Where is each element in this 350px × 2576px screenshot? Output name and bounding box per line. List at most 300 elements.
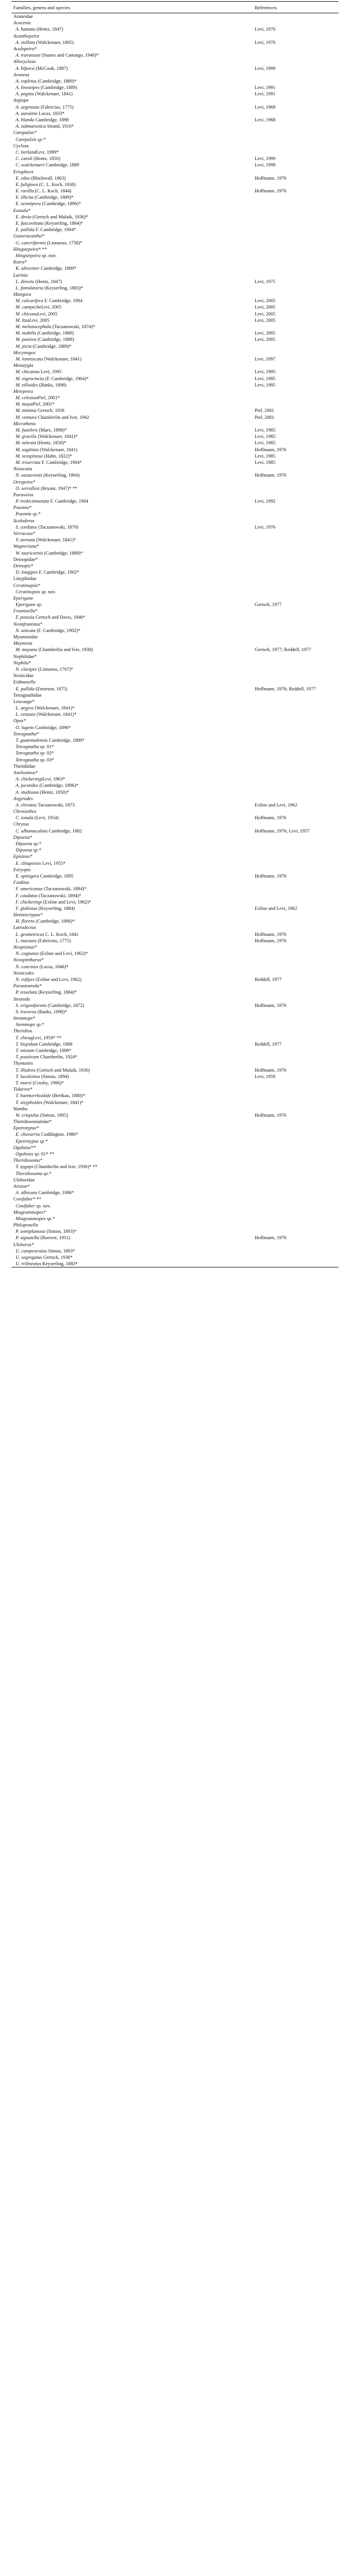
binomial: A. travassosi (16, 53, 40, 58)
species-row (12, 220, 338, 226)
reference-cell (253, 518, 338, 524)
reference-cell: Hoffmann, 1976; Levi, 1957 (255, 828, 310, 834)
reference-cell (253, 395, 338, 401)
species-row (12, 252, 338, 259)
species-row (12, 343, 338, 350)
binomial: A. albicans (16, 1190, 38, 1196)
species-row (12, 1112, 338, 1118)
reference-cell: Levi, 2005 (255, 330, 275, 336)
family-name: Mysmenidae (13, 634, 38, 640)
binomial: T. haemorrhoidale (16, 1093, 51, 1099)
reference-cell: Levi, 1976 (255, 524, 275, 530)
family-name: Theridiosomatidae* (13, 1119, 52, 1125)
genus-name: Wagneriana* (13, 544, 39, 549)
species-name (12, 511, 253, 517)
species-row (12, 873, 338, 879)
binomial: A. chickeringiLevi, (16, 776, 52, 782)
genus-row (12, 595, 338, 601)
genus-name: Eustala* (13, 207, 31, 213)
species-name: M. calcarifera F. Cambridge, 1904 (16, 298, 83, 304)
reference-cell: Levi, 1975 (255, 278, 275, 284)
reference-cell (253, 1254, 338, 1261)
reference-cell (253, 466, 338, 472)
reference-cell: Levi, 1985 (255, 453, 275, 459)
reference-cell (253, 1144, 338, 1151)
species-name: T. sisyphoides (Walckenaer, 1841)* (16, 1099, 84, 1105)
binomial: E. ravilla (16, 188, 34, 194)
binomial: M. chicanna (16, 369, 40, 375)
species-name: A. argentata (Fabricius, 1775) (16, 104, 74, 110)
binomial: M. passiva (16, 337, 36, 343)
reference-cell: Hoffmann, 1976 (255, 1235, 286, 1241)
species-row (12, 1009, 338, 1015)
reference-cell (253, 627, 338, 634)
species-row (12, 278, 338, 285)
species-row (12, 614, 338, 620)
reference-cell (253, 556, 338, 563)
genus-row (12, 291, 338, 298)
genus-row (12, 563, 338, 569)
binomial: M. gracilis (16, 434, 37, 440)
binomial: M. chiconaLevi, (16, 311, 47, 317)
family-row (12, 692, 338, 698)
reference-cell (253, 660, 338, 666)
species-row (12, 84, 338, 91)
binomial: E. devia (16, 214, 32, 220)
reference-cell (253, 1164, 338, 1170)
reference-cell (253, 401, 338, 407)
binomial: M. sexspinosa (16, 453, 43, 459)
species-row (12, 886, 338, 892)
genus-name: Frontinella* (13, 608, 38, 614)
reference-cell (253, 1190, 338, 1196)
species-name: E. ravilla (C. L. Koch, 1844) (16, 188, 72, 194)
species-row (12, 414, 338, 421)
reference-cell (253, 1015, 338, 1021)
reference-cell (253, 860, 338, 867)
binomial: N. unicata (16, 627, 36, 633)
reference-cell (253, 737, 338, 744)
reference-cell (253, 78, 338, 84)
binomial: M. calcarifera (16, 298, 43, 304)
binomial: A. jucundus (16, 783, 39, 789)
genus-row (12, 770, 338, 776)
binomial: T. luculentus (16, 1073, 40, 1079)
species-name: A. pegnia (Walckenaer, 1841) (16, 91, 73, 97)
binomial: Epeirotypus sp.* (16, 1138, 48, 1144)
species-name: M. minima Gertsch, 1936 (16, 408, 65, 414)
species-name: L. venusta (Walckenaer, 1841)* (16, 712, 77, 718)
species-name (12, 841, 253, 847)
header-references: References (255, 4, 277, 10)
binomial: M. campecheLevi, (16, 304, 51, 310)
reference-cell (253, 504, 338, 511)
species-row (12, 724, 338, 731)
genus-name: Kaira* (13, 259, 27, 265)
reference-cell (253, 692, 338, 698)
reference-cell (253, 143, 338, 149)
binomial: M. mitrata (16, 440, 36, 446)
species-row (12, 627, 338, 634)
reference-cell (253, 214, 338, 220)
species-row (12, 950, 338, 957)
binomial: E. pallida (16, 686, 35, 692)
genus-row (12, 350, 338, 356)
reference-cell (253, 123, 338, 129)
reference-cell: Levi, 1997 (255, 356, 275, 362)
species-name (12, 847, 253, 853)
family-name: Uloboridae (13, 1177, 35, 1183)
reference-cell (253, 879, 338, 886)
species-name (12, 1170, 253, 1177)
species-row (12, 1228, 338, 1235)
species-name: M. passiva (Cambridge, 1889) (16, 337, 75, 343)
reference-cell: Levi, 1959 (255, 1073, 275, 1079)
binomial: E. chavarria (16, 1132, 40, 1138)
genus-name: Allocyclosa (13, 59, 36, 65)
reference-cell (253, 1021, 338, 1028)
species-row (12, 899, 338, 905)
species-name: E. illicita (Cambridge, 1889)* (16, 195, 74, 200)
reference-cell (253, 272, 338, 278)
reference-cell (253, 640, 338, 646)
genus-row (12, 33, 338, 39)
species-name: A. expletus (Cambridge, 1889)* (16, 78, 77, 84)
genus-name: Argiope (13, 98, 29, 103)
species-name: P. tredecimnotata F. Cambridge, 1904 (16, 499, 88, 504)
reference-cell (253, 634, 338, 640)
binomial: T. zygops (16, 1164, 33, 1170)
genus-name: Mangora (13, 292, 31, 298)
species-name: Tetragnatha sp. 03* (16, 757, 54, 763)
binomial: O. lugens (16, 724, 34, 730)
reference-cell (253, 129, 338, 136)
species-name: L. geometricus C. L. Koch, 1841 (16, 931, 79, 937)
genus-row (12, 879, 338, 886)
binomial: M. lemniscata (16, 356, 43, 362)
binomial: M. mayana (16, 647, 38, 653)
genus-name: Philoponella (13, 1222, 38, 1228)
reference-cell (253, 1196, 338, 1202)
species-row (12, 828, 338, 834)
reference-cell (253, 1131, 338, 1138)
species-name: U. segregatus Gertsch, 1936* (16, 1255, 73, 1260)
genus-row (12, 504, 338, 511)
reference-cell (253, 207, 338, 214)
species-row (12, 666, 338, 672)
species-row (12, 175, 338, 181)
species-name: Hingstepeira sp. nov. (16, 252, 57, 258)
genus-row (12, 1060, 338, 1066)
genus-name: Latrodectus (13, 925, 36, 931)
reference-cell (253, 20, 338, 26)
species-name: M. picta (Cambridge, 1889)* (16, 343, 72, 349)
genus-name: Hentziectypus* (13, 912, 43, 918)
reference-cell: Piel, 2001 (255, 408, 274, 414)
species-name: C. walckenaeri Cambridge, 1889 (16, 162, 79, 168)
reference-cell: Hoffmann, 1976 (255, 938, 286, 943)
species-row (12, 401, 338, 407)
binomial: Theridiosoma sp.* (16, 1170, 51, 1176)
reference-cell (253, 1248, 338, 1254)
binomial: A. lineatipes (16, 85, 40, 91)
genus-row (12, 821, 338, 827)
species-name: N. rufipes (Exline and Levi, 1962) (16, 976, 82, 982)
species-name (12, 1215, 253, 1222)
binomial: A. stellata (16, 39, 35, 45)
family-name: Araneidae (13, 14, 33, 19)
binomial: C. berlandLevi, (16, 149, 46, 155)
genus-name: Neoscona (13, 466, 32, 472)
species-row (12, 1080, 338, 1086)
genus-name: Steatoda (13, 996, 31, 1002)
reference-cell (253, 58, 338, 65)
binomial: C. walckenaeri (16, 162, 45, 168)
reference-cell (253, 1241, 338, 1248)
species-row (12, 589, 338, 595)
genus-name: Pozonia* (13, 505, 32, 511)
species-row (12, 964, 338, 970)
genus-name: Thymoites (13, 1061, 33, 1066)
genus-name: Conifaber* ** (13, 1196, 42, 1202)
species-row (12, 782, 338, 789)
genus-row (12, 1125, 338, 1131)
binomial: M. minima (16, 408, 36, 414)
reference-cell (253, 595, 338, 601)
species-name: S. cordatus (Taczanowski, 1879) (16, 524, 79, 530)
reference-cell: Hoffmann, 1976 (255, 815, 286, 821)
binomial: A. studiosus (16, 789, 39, 795)
genus-name: Episinus* (13, 854, 32, 860)
genus-row (12, 996, 338, 1002)
reference-cell (253, 964, 338, 970)
species-name: A. elevatus Taczanowski, 1873 (16, 802, 75, 808)
reference-cell: Levi, 1991 (255, 91, 275, 97)
genus-name: Gasteracantha* (13, 233, 44, 239)
genus-row (12, 97, 338, 103)
reference-cell: Levi, 1995 (255, 369, 275, 375)
species-name: F. potosia Gertsch and Davis, 1946* (16, 615, 85, 620)
species-row (12, 136, 338, 143)
species-name: A. submaronica Strand, 1916* (16, 124, 74, 129)
binomial: Tetragnatha sp. (16, 744, 46, 750)
reference-cell (253, 653, 338, 660)
genus-name: Wamba (13, 1106, 28, 1112)
binomial: F. chickeringi (16, 899, 42, 905)
reference-cell (253, 324, 338, 330)
reference-cell (253, 33, 338, 39)
family-row (12, 763, 338, 770)
genus-row (12, 362, 338, 369)
genus-row (12, 492, 338, 498)
binomial: Miagrammopes sp.* (16, 1215, 55, 1221)
species-row (12, 485, 338, 492)
species-name: M. chiconaLevi, 2005 (16, 311, 58, 317)
reference-cell: Reddell, 1977 (255, 1041, 282, 1047)
binomial: T. hispidum (16, 1041, 38, 1047)
species-name: C. berlandLevi, 1999* (16, 149, 59, 155)
genus-name: Opas* (13, 718, 26, 724)
reference-cell (253, 492, 338, 498)
genus-name: Larinia (13, 272, 28, 278)
species-table-document (12, 1, 338, 1267)
species-row (12, 646, 338, 653)
binomial: M. triserrata (16, 459, 40, 465)
species-name: N. unicata (F. Cambridge, 1902)* (16, 627, 81, 633)
species-row (12, 39, 338, 46)
reference-cell (253, 240, 338, 246)
species-name: T. luculentus (Simon, 1894) (16, 1073, 69, 1079)
reference-cell (253, 1118, 338, 1125)
species-name: M. mobilis (Cambridge, 1889) (16, 330, 74, 336)
reference-cell (253, 983, 338, 989)
reference-cell: Levi, 2005 (255, 317, 275, 323)
binomial: Dipoena sp.* (16, 841, 42, 846)
species-row (12, 265, 338, 272)
species-name: N. concinus (Lucas, 1846)* (16, 964, 69, 969)
species-name: C. caroli (Hentz, 1850) (16, 156, 61, 162)
table-header (12, 2, 338, 13)
reference-cell: Levi, 1999 (255, 65, 275, 71)
species-row (12, 1190, 338, 1196)
genus-row (12, 388, 338, 395)
species-row (12, 188, 338, 194)
species-row (12, 181, 338, 188)
binomial: F. americanus (16, 886, 43, 892)
reference-cell (253, 1209, 338, 1215)
genus-row (12, 129, 338, 136)
species-name: A. studiosus (Hentz, 1850)* (16, 789, 69, 795)
species-row (12, 776, 338, 782)
species-name: E. fuliginea (C. L. Koch, 1838) (16, 181, 76, 187)
binomial: M. mayaPiel, (16, 402, 42, 407)
species-row (12, 789, 338, 796)
species-name: M. zilloides (Banks, 1898) (16, 382, 66, 388)
binomial: M. nigrocincta (16, 376, 44, 381)
genus-name: Acanthepeira (13, 33, 39, 39)
species-name: W. tauricornis (Cambridge, 1889)* (16, 550, 83, 556)
species-row (12, 110, 338, 117)
genus-row (12, 970, 338, 976)
species-row (12, 440, 338, 446)
binomial: E. fuliginea (16, 181, 38, 187)
reference-cell (253, 291, 338, 298)
binomial: M. celestunPiel, (16, 395, 47, 401)
reference-cell (253, 194, 338, 200)
reference-cell (253, 343, 338, 350)
family-name: Deinopidae* (13, 556, 38, 562)
reference-cell: Levi, 1985 (255, 428, 275, 433)
reference-cell (253, 776, 338, 782)
species-row (12, 298, 338, 304)
species-name: V. arenata (Walckenaer, 1841)* (16, 537, 76, 543)
binomial: M. sagittata (16, 447, 39, 452)
family-row (12, 672, 338, 679)
species-name: E. chavarria Coddington, 1986* (16, 1132, 79, 1138)
binomial: O. serrallesi (16, 485, 40, 491)
reference-cell (253, 52, 338, 58)
species-row (12, 1151, 338, 1157)
species-name: O. serrallesi (Bryant, 1947)* ** (16, 485, 77, 491)
reference-cell (253, 918, 338, 924)
species-row (12, 472, 338, 478)
species-row (12, 1047, 338, 1054)
reference-cell (253, 13, 338, 20)
header-row (12, 2, 338, 13)
reference-cell: Levi, 1991 (255, 85, 275, 91)
reference-cell (253, 72, 338, 78)
binomial: M. picta (16, 343, 32, 349)
reference-cell (253, 563, 338, 569)
species-row (12, 1035, 338, 1041)
genus-name: Metepeira (13, 388, 33, 394)
species-name: M. mayana (Chamberlin and Ivie, 1938) (16, 647, 93, 653)
reference-cell (253, 1060, 338, 1066)
reference-cell (253, 181, 338, 188)
species-row (12, 1067, 338, 1073)
species-name: A. lineatipes (Cambridge, 1889) (16, 85, 77, 91)
binomial: Hingstepeira sp. (16, 252, 47, 258)
binomial: P. tredecimnotata (16, 499, 50, 504)
binomial: E. edax (16, 175, 30, 181)
binomial: A. argentata (16, 104, 40, 110)
species-name: Tetragnatha sp. 02* (16, 750, 54, 756)
genus-name: Acacesia (13, 20, 31, 26)
binomial: C. tonala (16, 815, 33, 821)
reference-cell (253, 672, 338, 679)
species-row (12, 226, 338, 233)
family-name: Theridiidae (13, 763, 36, 769)
genus-name: Ogulnius** (13, 1144, 36, 1150)
reference-cell: Hoffmann, 1976 (255, 447, 286, 452)
genus-name: Leucauge* (13, 698, 35, 704)
genus-name: Faiditus (13, 880, 29, 886)
species-name: S. erigoniformis (Cambridge, 1872) (16, 1002, 84, 1008)
species-row (12, 459, 338, 466)
species-name: M. nigrocincta (F. Cambridge, 1904)* (16, 376, 89, 381)
species-row (12, 737, 338, 744)
reference-cell (253, 621, 338, 627)
family-row (12, 634, 338, 640)
binomial: A. pegnia (16, 91, 34, 97)
genus-name: Euryopis (13, 867, 31, 872)
species-name: M. celestunPiel, 2001* (16, 395, 60, 401)
binomial: Ceratinopsis sp. (16, 589, 47, 594)
genus-row (12, 679, 338, 685)
species-row (12, 433, 338, 440)
genus-row (12, 1015, 338, 1021)
species-name: N. cognatus (Exline and Levi, 1962)* (16, 951, 88, 957)
reference-cell (253, 252, 338, 259)
genus-name: Theridion (13, 1028, 32, 1034)
species-name: P. semiplumosa (Simon, 1893)* (16, 1229, 77, 1235)
species-name: U. trilineatus Keyserling, 1883* (16, 1261, 78, 1267)
species-name (12, 601, 253, 608)
genus-name: Deinopis* (13, 563, 33, 568)
genus-name: Araneus (13, 72, 29, 77)
species-row (12, 78, 338, 84)
binomial: A. elevatus (16, 802, 37, 808)
species-name: E. sexmipora (Cambridge, 1896)* (16, 201, 81, 207)
species-name: N. oaxacensis (Keyserling, 1864) (16, 473, 80, 478)
binomial: L. venusta (16, 712, 36, 718)
binomial: Ogulnius sp. (16, 1151, 40, 1157)
binomial: W. tauricornis (16, 550, 43, 556)
genus-name: Ariston* (13, 1183, 30, 1189)
genus-row (12, 912, 338, 918)
reference-cell (253, 666, 338, 672)
binomial: T. positivum (16, 1054, 39, 1060)
